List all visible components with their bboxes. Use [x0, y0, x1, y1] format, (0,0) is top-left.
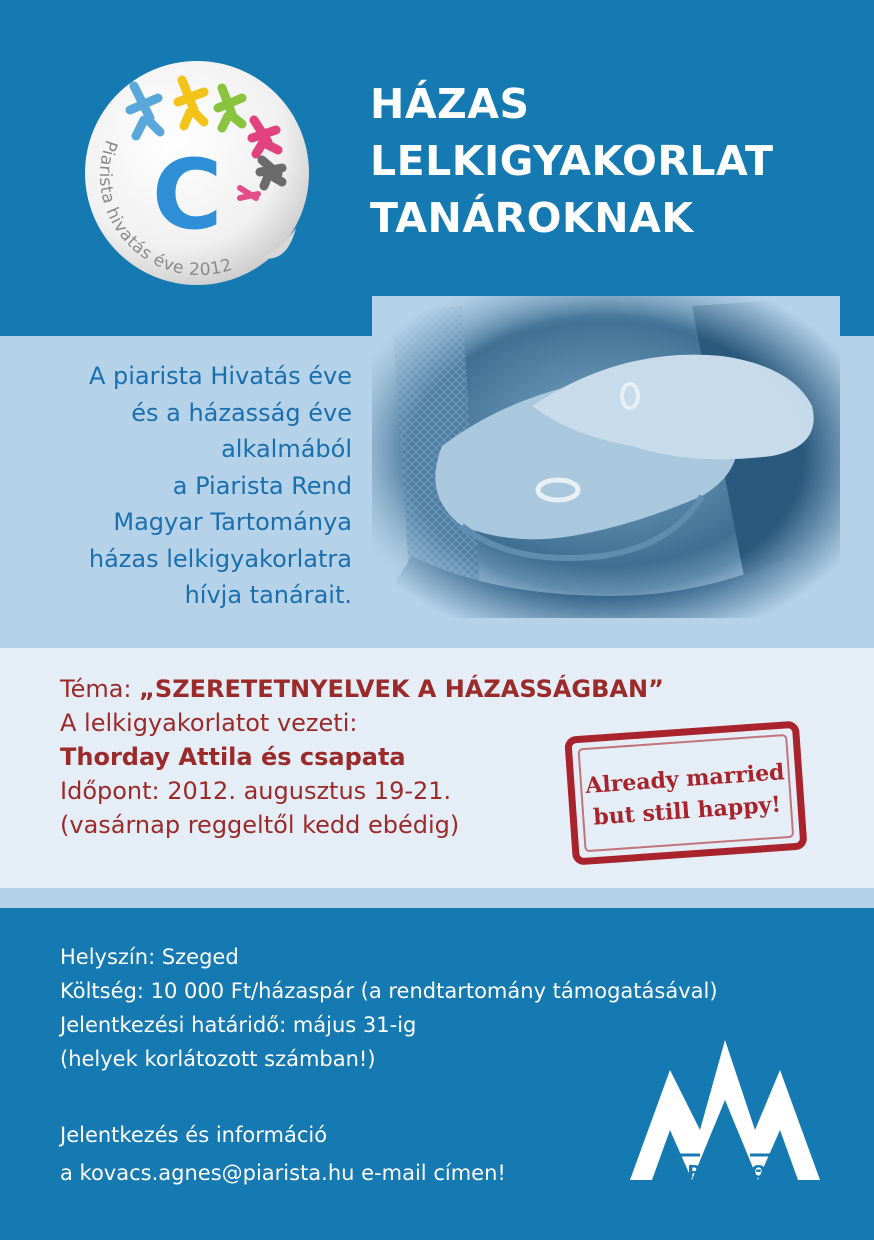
logo-arc-text: Piarista hivatás éve 2012 [94, 137, 235, 281]
hands-photo [372, 296, 840, 618]
leader-name: Thorday Attila és csapata [60, 743, 406, 771]
intro-line: hívja tanárait. [184, 581, 352, 609]
contact-info [60, 1116, 506, 1192]
page-title [370, 76, 774, 247]
stamp-line-1: Already married [584, 759, 786, 800]
piarista-year-logo [82, 58, 312, 288]
logo-letter: C [152, 139, 223, 251]
availability-note: (helyek korlátozott számban!) [60, 1047, 376, 1071]
practical-details [60, 940, 718, 1076]
intro-line: a Piarista Rend [172, 471, 352, 500]
title-line-3: TANÁROKNAK [370, 194, 694, 242]
divider-strip [0, 888, 874, 908]
cost: Költség: 10 000 Ft/házaspár (a rendtartomány támogatásával) [60, 979, 718, 1003]
leader-label: A lelkigyakorlatot vezeti: [60, 709, 358, 737]
event-date: Időpont: 2012. augusztus 19-21. [60, 777, 452, 805]
contact-line-2: a kovacs.agnes@piarista.hu e-mail címen! [60, 1161, 506, 1185]
intro-line: A piarista Hivatás éve [88, 362, 352, 390]
intro-line: Magyar Tartománya [113, 508, 352, 536]
deadline: Jelentkezési határidő: május 31-ig [60, 1013, 417, 1037]
theme-value: „SZERETETNYELVEK A HÁZASSÁGBAN” [139, 675, 664, 703]
intro-line: és a házasság éve [131, 398, 352, 427]
logo-right-text: ΘY [750, 1162, 780, 1183]
contact-line-1: Jelentkezés és információ [60, 1123, 328, 1147]
stamp-line-2: but still happy! [592, 791, 782, 831]
intro-line: alkalmából [221, 435, 352, 463]
piarist-province-logo [630, 1030, 820, 1190]
theme-line [60, 672, 664, 706]
theme-label: Téma: [60, 675, 140, 703]
title-line-2: LELKIGYAKORLAT [370, 137, 774, 185]
intro-line: házas lelkigyakorlatra [88, 544, 352, 573]
event-date-note: (vasárnap reggeltől kedd ebédig) [60, 811, 460, 839]
already-married-stamp [562, 720, 812, 870]
location: Helyszín: Szeged [60, 945, 239, 969]
logo-left-text: MP [669, 1162, 701, 1183]
intro-text [30, 358, 352, 614]
title-line-1: HÁZAS [370, 80, 530, 128]
